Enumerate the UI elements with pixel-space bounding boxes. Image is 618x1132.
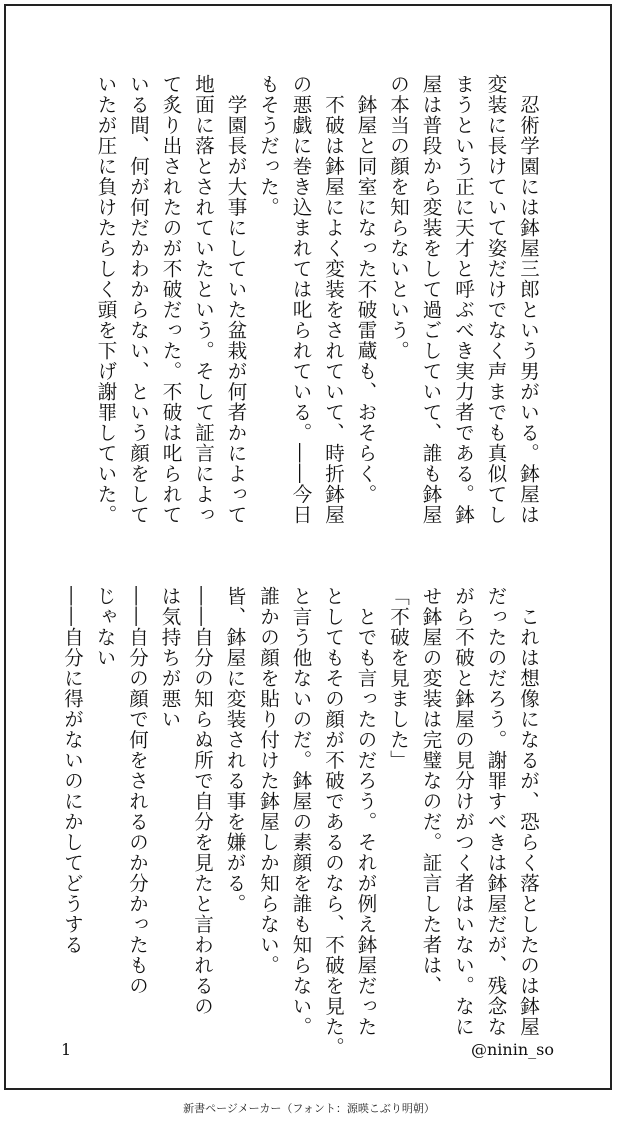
text-line: 変装に長けていて姿だけでなく声までも真似てし: [484, 74, 508, 525]
text-line: の悪戯に巻き込まれては叱られている。――今日: [289, 74, 313, 525]
author-handle: @ninin_so: [471, 1040, 554, 1059]
text-line: これは想像になるが、恐らく落としたのは鉢屋: [517, 586, 540, 1037]
text-line: まうという正に天才と呼ぶべき実力者である。鉢: [452, 74, 475, 525]
page-frame: [4, 4, 612, 1090]
text-line: いたが圧に負けたらしく頭を下げ謝罪していた。: [94, 74, 118, 525]
text-line: の本当の顔を知らないという。: [387, 74, 410, 361]
text-line: 「不破を見ました」: [387, 586, 410, 771]
text-line: 学園長が大事にしていた盆栽が何者かによって: [224, 74, 248, 525]
text-line: て炙り出されたのが不破だった。不破は叱られて: [159, 74, 183, 525]
footer-credit: 新書ページメーカー（フォント：源暎こぶり明朝）: [183, 1102, 435, 1115]
text-line: としてもその顔が不破であるのなら、不破を見た。: [322, 586, 345, 1058]
text-line: 鉢屋と同室になった不破雷蔵も、おそらく。: [354, 74, 378, 505]
text-line: もそうだった。: [257, 74, 280, 218]
text-line: は気持ちが悪い: [158, 586, 182, 730]
page-number: 1: [61, 1040, 72, 1059]
text-line: がら不破と鉢屋の見分けがつく者はいない。なに: [452, 586, 475, 1037]
text-line: ――自分に得がないのにかしてどうする: [61, 586, 84, 955]
text-line: とでも言ったのだろう。それが例え鉢屋だった: [354, 586, 378, 1037]
text-line: せ鉢屋の変装は完璧なのだ。証言した者は、: [419, 586, 443, 996]
text-line: と言う他ないのだ。鉢屋の素顔を誰も知らない。: [289, 586, 313, 1037]
text-line: だったのだろう。謝罪すべきは鉢屋だが、残念な: [484, 586, 508, 1037]
text-line: 地面に落とされていたという。そして証言によっ: [192, 74, 215, 525]
text-line: ――自分の知らぬ所で自分を見たと言われるの: [191, 586, 214, 1017]
text-line: ――自分の顔で何をされるのか分かったもの: [126, 586, 149, 996]
text-line: 不破は鉢屋によく変装をされていて、時折鉢屋: [322, 74, 345, 525]
text-line: じゃない: [93, 586, 117, 668]
text-line: 忍術学園には鉢屋三郎という男がいる。鉢屋は: [517, 74, 540, 525]
text-line: いる間、何が何だかわからない、という顔をして: [127, 74, 150, 525]
text-block-upper: [89, 74, 544, 524]
text-line: 誰かの顔を貼り付けた鉢屋しか知らない。: [257, 586, 280, 976]
text-line: 皆、鉢屋に変装される事を嫌がる。: [223, 586, 247, 914]
text-line: 屋は普段から変装をして過ごしていて、誰も鉢屋: [419, 74, 443, 525]
